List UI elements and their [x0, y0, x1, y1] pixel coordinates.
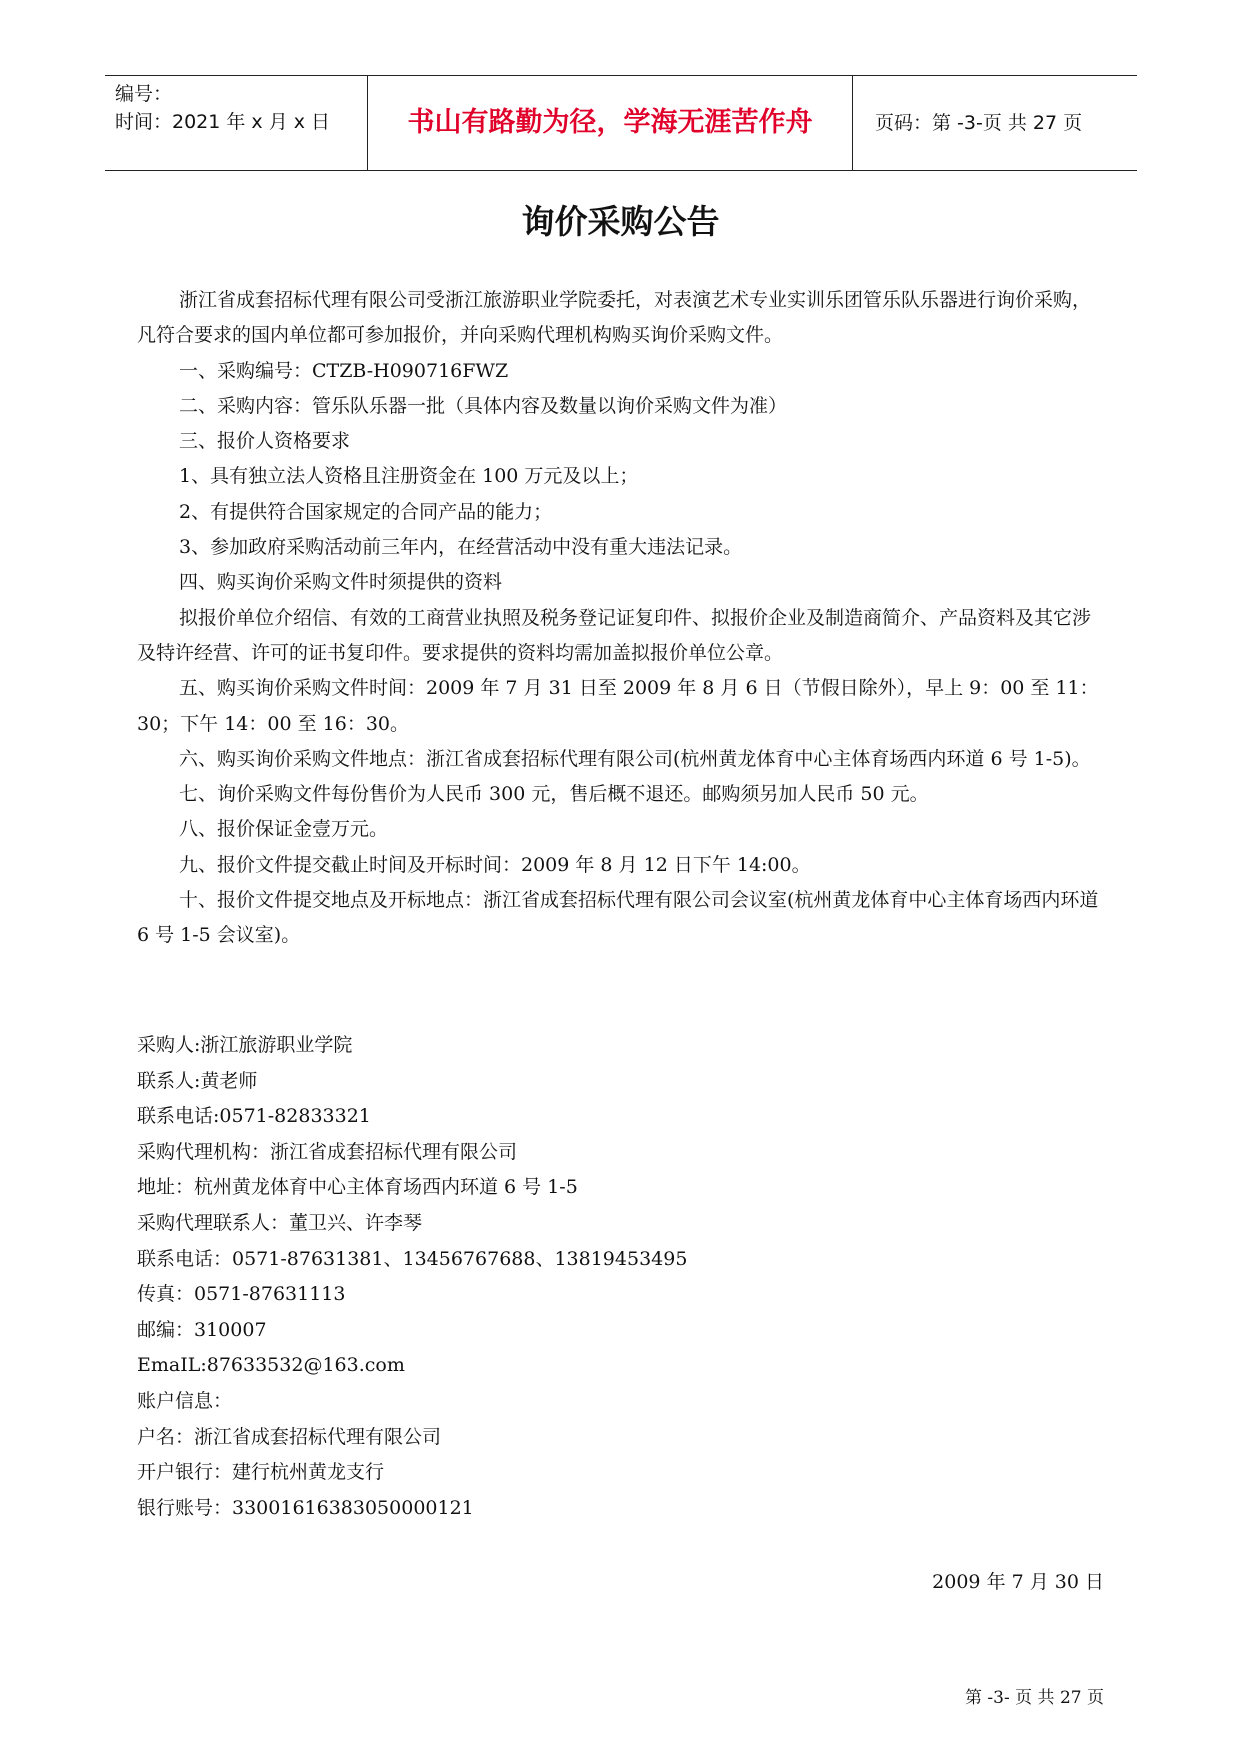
paragraph-item-7: 七、询价采购文件每份售价为人民币 300 元，售后概不退还。邮购须另加人民币 50 元。 [179, 783, 929, 806]
paragraph-intro: 浙江省成套招标代理有限公司受浙江旅游职业学院委托，对表演艺术专业实训乐团管乐队乐器进行询价采购，凡符合要求的国内单位都可参加报价，并向采购代理机构购买询价采购文件。 [137, 289, 1092, 347]
header-meta [115, 76, 363, 170]
page-header [105, 75, 1137, 171]
paragraph-item-3: 三、报价人资格要求 [179, 430, 351, 453]
paragraph-item-2: 二、采购内容：管乐队乐器一批（具体内容及数量以询价采购文件为准） [179, 394, 788, 417]
paragraph-item-4-detail: 拟报价单位介绍信、有效的工商营业执照及税务登记证复印件、拟报价企业及制造商简介、产品资料及其它涉及特许经营、许可的证书复印件。要求提供的资料均需加盖拟报价单位公章。 [137, 606, 1092, 664]
issue-date: 2009 年 7 月 30 日 [932, 1571, 1104, 1593]
paragraph-item-4: 四、购买询价采购文件时须提供的资料 [179, 571, 503, 594]
time-label: 时间：2021 年 x 月 x 日 [115, 111, 331, 133]
paragraph-item-8: 八、报价保证金壹万元。 [179, 818, 389, 841]
contact-agency-person: 采购代理联系人：董卫兴、许李琴 [137, 1211, 423, 1234]
paragraph-item-3-1: 1、具有独立法人资格且注册资金在 100 万元及以上； [179, 465, 639, 488]
page-footer: 第 -3- 页 共 27 页 [965, 1688, 1104, 1708]
header-page-label: 页码：第 -3-页 共 27 页 [875, 112, 1083, 134]
contact-account-info: 账户信息： [137, 1389, 233, 1412]
announcement-body [137, 283, 1107, 954]
paragraph-item-5: 五、购买询价采购文件时间：2009 年 7 月 31 日至 2009 年 8 月 6 日（节假日除外），早上 9：00 至 11：30；下午 14：00 至 16：30。 [137, 677, 1099, 735]
paragraph-item-9: 九、报价文件提交截止时间及开标时间：2009 年 8 月 12 日下午 14:00。 [179, 853, 811, 876]
contact-agency: 采购代理机构：浙江省成套招标代理有限公司 [137, 1140, 518, 1163]
paragraph-item-6: 六、购买询价采购文件地点：浙江省成套招标代理有限公司(杭州黄龙体育中心主体育场西内环道 6 号 1-5)。 [179, 747, 1091, 770]
document-title: 询价采购公告 [521, 202, 720, 241]
contact-block [137, 1028, 1037, 1526]
header-motto: 书山有路勤为径，学海无涯苦作舟 [367, 76, 853, 170]
contact-account-number: 银行账号：33001616383050000121 [137, 1496, 474, 1519]
paragraph-item-3-2: 2、有提供符合国家规定的合同产品的能力； [179, 500, 553, 523]
contact-purchaser: 采购人:浙江旅游职业学院 [137, 1034, 353, 1056]
contact-phone: 联系电话:0571-82833321 [137, 1105, 371, 1128]
contact-postcode: 邮编：310007 [137, 1318, 267, 1341]
paragraph-item-10: 十、报价文件提交地点及开标地点：浙江省成套招标代理有限公司会议室(杭州黄龙体育中心主体育场西内环道 6 号 1-5 会议室)。 [137, 889, 1099, 947]
contact-agency-phone: 联系电话：0571-87631381、13456767688、13819453495 [137, 1247, 688, 1270]
paragraph-item-3-3: 3、参加政府采购活动前三年内，在经营活动中没有重大违法记录。 [179, 536, 743, 559]
paragraph-item-1: 一、采购编号：CTZB-H090716FWZ [179, 359, 509, 382]
contact-account-name: 户名：浙江省成套招标代理有限公司 [137, 1425, 442, 1448]
contact-fax: 传真：0571-87631113 [137, 1283, 346, 1306]
contact-person: 联系人:黄老师 [137, 1069, 258, 1092]
contact-email: EmaIL:87633532@163.com [137, 1354, 405, 1377]
serial-label: 编号： [115, 83, 173, 105]
contact-address: 地址：杭州黄龙体育中心主体育场西内环道 6 号 1-5 [137, 1176, 578, 1199]
contact-bank: 开户银行：建行杭州黄龙支行 [137, 1461, 385, 1484]
